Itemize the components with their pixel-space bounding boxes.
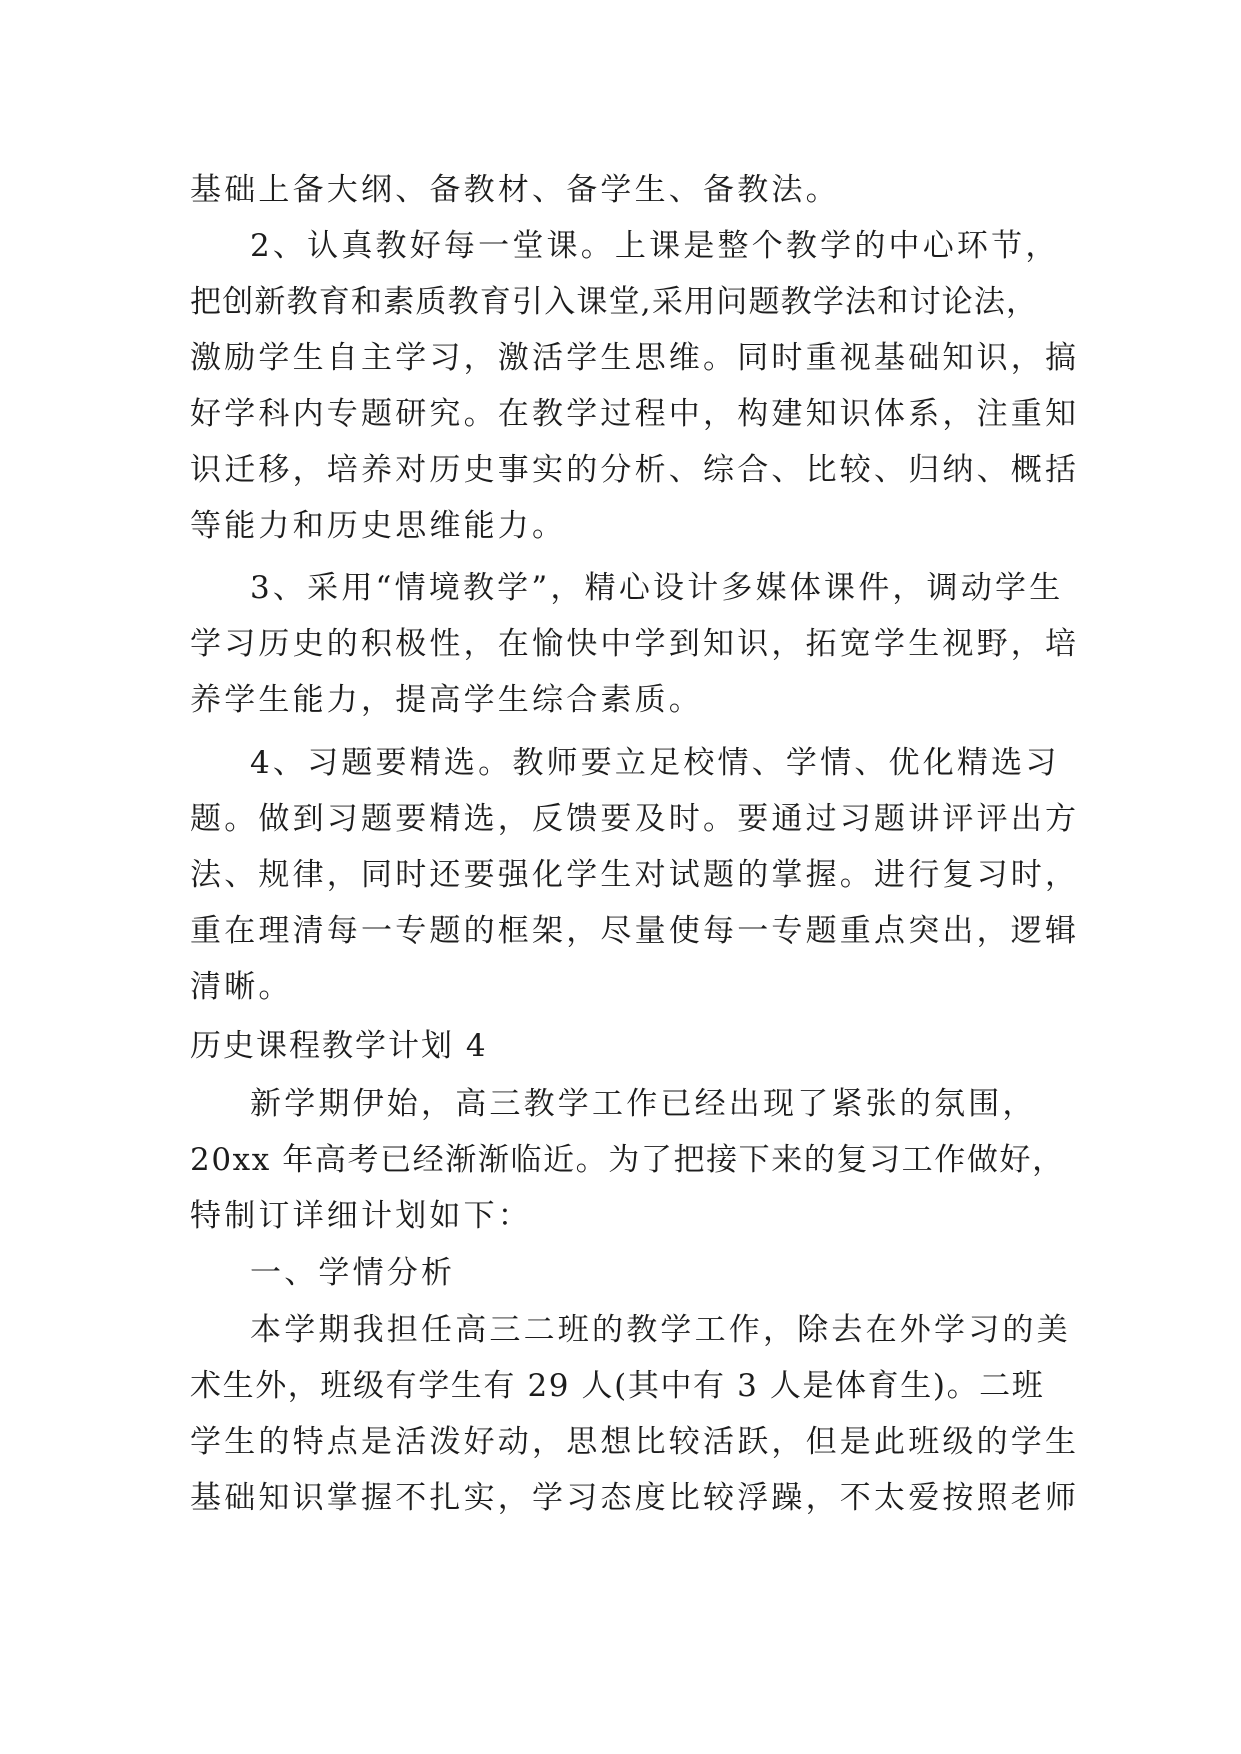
section-heading: 历史课程教学计划 4 xyxy=(190,1028,488,1064)
paragraph-line: 2、认真教好每一堂课。上课是整个教学的中心环节， xyxy=(250,228,1060,264)
paragraph-line: 养学生能力，提高学生综合素质。 xyxy=(190,682,703,718)
paragraph-line: 本学期我担任高三二班的教学工作，除去在外学习的美 xyxy=(250,1312,1071,1348)
paragraph-line: 激励学生自主学习，激活学生思维。同时重视基础知识，搞 xyxy=(190,340,1080,376)
paragraph-line: 4、习题要精选。教师要立足校情、学情、优化精选习 xyxy=(250,745,1060,781)
paragraph-line: 基础上备大纲、备教材、备学生、备教法。 xyxy=(190,172,840,208)
paragraph-line: 基础知识掌握不扎实，学习态度比较浮躁，不太爱按照老师 xyxy=(190,1480,1080,1516)
paragraph-line: 识迁移，培养对历史事实的分析、综合、比较、归纳、概括 xyxy=(190,452,1080,488)
paragraph-line: 特制订详细计划如下： xyxy=(190,1198,532,1234)
paragraph-line: 新学期伊始，高三教学工作已经出现了紧张的氛围， xyxy=(250,1086,1037,1122)
paragraph-line: 3、采用“情境教学”，精心设计多媒体课件，调动学生 xyxy=(250,570,1064,606)
paragraph-line: 术生外，班级有学生有 29 人(其中有 3 人是体育生)。二班 xyxy=(190,1368,1045,1404)
paragraph-line: 20xx 年高考已经渐渐临近。为了把接下来的复习工作做好， xyxy=(190,1142,1065,1178)
paragraph-line: 清晰。 xyxy=(190,969,293,1005)
subsection-heading: 一、学情分析 xyxy=(250,1255,456,1291)
paragraph-line: 学习历史的积极性，在愉快中学到知识，拓宽学生视野，培 xyxy=(190,626,1080,662)
paragraph-line: 题。做到习题要精选，反馈要及时。要通过习题讲评评出方 xyxy=(190,801,1080,837)
paragraph-line: 等能力和历史思维能力。 xyxy=(190,508,567,544)
paragraph-line: 学生的特点是活泼好动，思想比较活跃，但是此班级的学生 xyxy=(190,1424,1080,1460)
paragraph-line: 好学科内专题研究。在教学过程中，构建知识体系，注重知 xyxy=(190,396,1080,432)
paragraph-line: 重在理清每一专题的框架，尽量使每一专题重点突出，逻辑 xyxy=(190,913,1080,949)
paragraph-line: 把创新教育和素质教育引入课堂,采用问题教学法和讨论法， xyxy=(190,284,1039,320)
paragraph-line: 法、规律，同时还要强化学生对试题的掌握。进行复习时， xyxy=(190,857,1080,893)
